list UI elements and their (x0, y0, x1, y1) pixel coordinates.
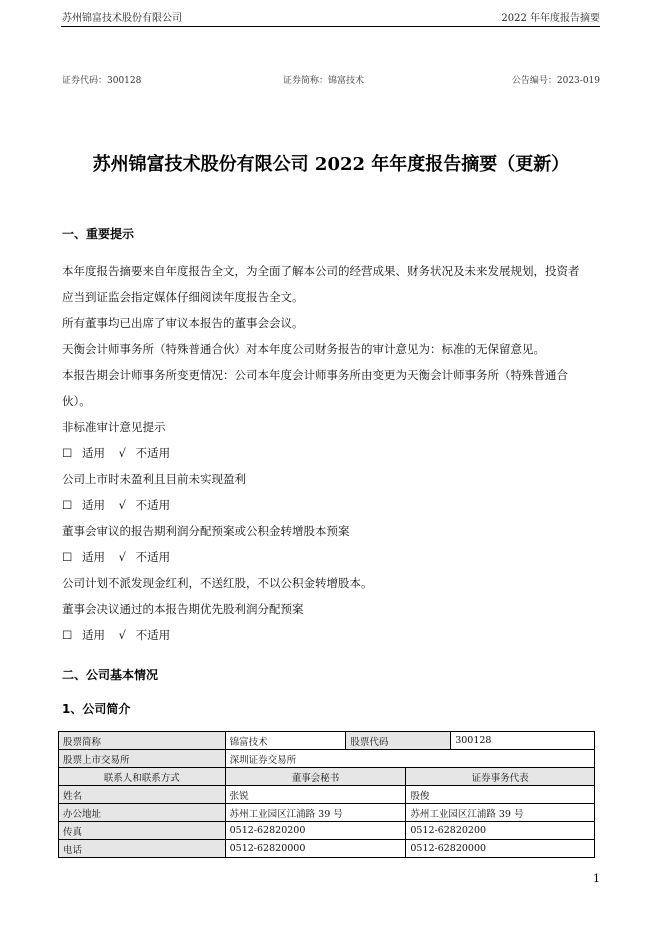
question-profitability: 公司上市时未盈利且目前未实现盈利 (62, 472, 246, 486)
table-row (59, 750, 595, 768)
table-row (59, 840, 595, 858)
table-cell: 联系人和联系方式 (59, 768, 226, 786)
table-cell: 传真 (59, 822, 226, 840)
table-cell: 股票上市交易所 (59, 750, 226, 768)
table-cell: 股票代码 (346, 732, 451, 750)
option-row (62, 445, 170, 461)
section-heading-company-info: 二、公司基本情况 (62, 668, 159, 682)
table-row (59, 732, 595, 750)
table-cell: 股票简称 (59, 732, 226, 750)
table-row (59, 786, 595, 804)
table-cell: 证券事务代表 (406, 768, 595, 786)
page-number: 1 (593, 872, 600, 885)
section-heading-important-notes: 一、重要提示 (62, 227, 135, 241)
security-short-name: 证券简称：锦富技术 (283, 76, 365, 86)
check-icon: √ (118, 446, 126, 460)
checkbox-icon: ☐ (62, 446, 73, 460)
option-not-applicable: 不适用 (135, 550, 171, 564)
header-divider (61, 26, 600, 27)
table-row (59, 804, 595, 822)
company-info-table (58, 731, 595, 858)
table-row (59, 768, 595, 786)
table-cell: 殷俊 (406, 786, 595, 804)
table-cell: 300128 (451, 732, 595, 750)
checkbox-icon: ☐ (62, 550, 73, 564)
paragraph-line: 本报告期会计师事务所变更情况：公司本年度会计师事务所由变更为天衡会计师事务所（特殊普通合 (62, 368, 568, 382)
notice-number: 公告编号：2023-019 (511, 76, 600, 86)
table-cell: 深圳证券交易所 (225, 750, 594, 768)
option-applicable: 适用 (81, 498, 105, 512)
subsection-heading-company-profile: 1、公司简介 (62, 702, 131, 716)
option-row (62, 627, 170, 643)
option-row (62, 549, 170, 565)
table-cell: 锦富技术 (225, 732, 346, 750)
table-cell: 办公地址 (59, 804, 226, 822)
table-cell: 张锐 (225, 786, 406, 804)
table-cell: 苏州工业园区江浦路 39 号 (225, 804, 406, 822)
option-applicable: 适用 (81, 628, 105, 642)
table-cell: 0512-62820000 (225, 840, 406, 858)
security-code: 证券代码：300128 (62, 76, 142, 86)
paragraph-line: 本年度报告摘要来自年度报告全文，为全面了解本公司的经营成果、财务状况及未来发展规划，投资者 (62, 264, 580, 278)
check-icon: √ (118, 550, 126, 564)
paragraph-line: 伙）。 (62, 394, 91, 408)
table-cell: 电话 (59, 840, 226, 858)
question-profit-distribution: 董事会审议的报告期利润分配预案或公积金转增股本预案 (62, 524, 350, 538)
paragraph-line: 所有董事均已出席了审议本报告的董事会会议。 (62, 316, 304, 330)
paragraph-line: 应当到证监会指定媒体仔细阅读年度报告全文。 (62, 290, 304, 304)
paragraph-line: 天衡会计师事务所（特殊普通合伙）对本年度公司财务报告的审计意见为：标准的无保留意见。 (62, 342, 545, 356)
table-cell: 0512-62820000 (406, 840, 595, 858)
option-applicable: 适用 (81, 446, 105, 460)
checkbox-icon: ☐ (62, 628, 73, 642)
option-not-applicable: 不适用 (135, 628, 171, 642)
question-non-standard-audit: 非标准审计意见提示 (62, 420, 166, 434)
option-row (62, 497, 170, 513)
document-title: 苏州锦富技术股份有限公司 2022 年年度报告摘要（更新） (92, 154, 570, 175)
question-preferred-stock: 董事会决议通过的本报告期优先股利润分配预案 (62, 602, 304, 616)
table-cell: 0512-62820200 (225, 822, 406, 840)
table-cell: 姓名 (59, 786, 226, 804)
table-cell: 苏州工业园区江浦路 39 号 (406, 804, 595, 822)
table-cell: 0512-62820200 (406, 822, 595, 840)
check-icon: √ (118, 628, 126, 642)
header-report-title: 2022 年年度报告摘要 (501, 13, 600, 24)
table-row (59, 822, 595, 840)
checkbox-icon: ☐ (62, 498, 73, 512)
option-not-applicable: 不适用 (135, 446, 171, 460)
option-applicable: 适用 (81, 550, 105, 564)
dividend-plan-note: 公司计划不派发现金红利，不送红股，不以公积金转增股本。 (62, 576, 373, 590)
option-not-applicable: 不适用 (135, 498, 171, 512)
check-icon: √ (118, 498, 126, 512)
header-company: 苏州锦富技术股份有限公司 (62, 13, 182, 24)
table-cell: 董事会秘书 (225, 768, 406, 786)
